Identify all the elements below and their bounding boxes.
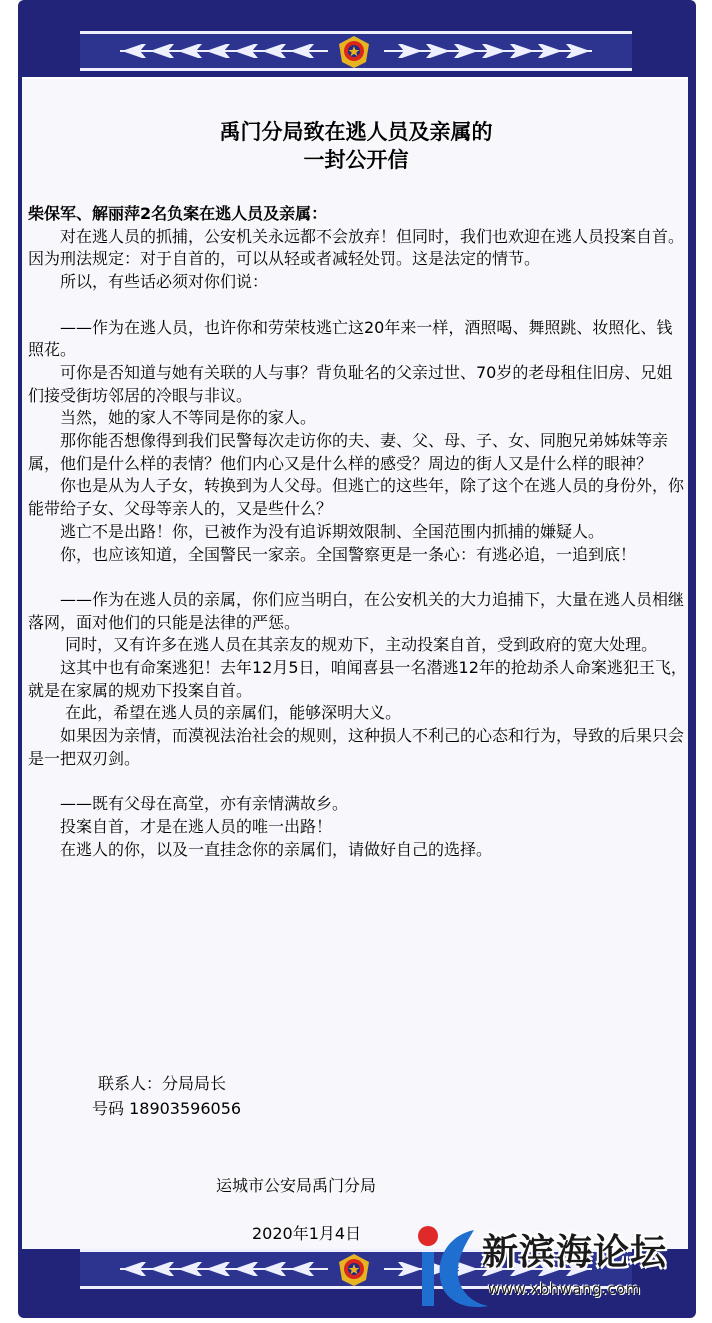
paragraph: 你也是从为人子女，转换到为人父母。但逃亡的这些年，除了这个在逃人员的身份外，你能带给子女、父母等亲人的，又是些什么？ (28, 476, 685, 519)
spacer (28, 566, 688, 589)
wheat-wing-left-icon (120, 1260, 330, 1278)
spacer (28, 294, 688, 317)
paragraph: 你，也应该知道，全国警民一家亲。全国警察更是一条心：有逃必追，一追到底！ (28, 544, 637, 564)
forum-logo-icon (408, 1222, 492, 1312)
paragraph: ——既有父母在高堂，亦有亲情满故乡。 (28, 794, 349, 814)
paragraph: 同时，又有许多在逃人员在其亲友的规劝下，主动投案自首，受到政府的宽大处理。 (28, 635, 658, 655)
paragraph: 对在逃人员的抓捕，公安机关永远都不会放弃！但同时，我们也欢迎在逃人员投案自首。因为刑法规定：对于自首的，可以从轻或者减轻处罚。这是法定的情节。 (28, 226, 685, 269)
salutation: 柴保军、解丽萍2名负案在逃人员及亲属： (28, 204, 328, 223)
paragraph: 在此，希望在逃人员的亲属们，能够深明大义。 (28, 703, 402, 723)
forum-name: 新滨海论坛 (482, 1232, 668, 1273)
paragraph: 投案自首，才是在逃人员的唯一出路！ (28, 816, 333, 836)
forum-url: www.xbhwang.com (488, 1280, 641, 1298)
letter-body (28, 203, 688, 861)
letter-title-line-1: 禹门分局致在逃人员及亲属的 (219, 120, 493, 144)
header-band (80, 31, 632, 71)
wheat-wing-right-icon (382, 42, 592, 60)
paragraph: 这其中也有命案逃犯！去年12月5日，咱闻喜县一名潜逃12年的抢劫杀人命案逃犯王飞，就是在家属的规劝下投案自首。 (28, 658, 687, 700)
letter-title-line-2: 一封公开信 (303, 148, 409, 172)
paragraph: 那你能否想像得到我们民警每次走访你的夫、妻、父、母、子、女、同胞兄弟姊妹等亲属，他们是什么样的表情？他们内心又是什么样的感受？周边的街人又是什么样的眼神？ (28, 431, 669, 473)
forum-watermark (408, 1222, 708, 1318)
contact-person: 联系人：分局局长 (98, 1074, 227, 1093)
issue-date: 2020年1月4日 (252, 1224, 362, 1243)
paragraph: 在逃人的你，以及一直挂念你的亲属们，请做好自己的选择。 (28, 839, 493, 859)
spacer (28, 771, 688, 794)
contact-phone: 号码 18903596056 (92, 1099, 242, 1118)
paragraph: 所以，有些话必须对你们说： (28, 272, 269, 292)
wheat-wing-left-icon (120, 42, 330, 60)
paragraph: 如果因为亲情，而漠视法治社会的规则，这种损人不利己的心态和行为，导致的后果只会是一把双刃剑。 (28, 726, 685, 768)
paragraph: ——作为在逃人员，也许你和劳荣枝逃亡这20年来一样，酒照喝、舞照跳、妆照化、钱照花。 (28, 317, 673, 360)
paragraph: 逃亡不是出路！你，已被作为没有追诉期效限制、全国范围内抓捕的嫌疑人。 (28, 521, 605, 541)
paragraph: 可你是否知道与她有关联的人与事？背负耻名的父亲过世、70岁的老母租住旧房、兄姐们接受街坊邻居的冷眼与非议。 (28, 362, 673, 405)
issuer-name: 运城市公安局禹门分局 (216, 1176, 377, 1195)
police-emblem-icon (336, 35, 372, 69)
paragraph: 当然，她的家人不等同是你的家人。 (28, 408, 317, 428)
police-emblem-icon (336, 1253, 372, 1287)
paragraph: ——作为在逃人员的亲属，你们应当明白，在公安机关的大力追捕下，大量在逃人员相继落网，面对他们的只能是法律的严惩。 (28, 589, 685, 632)
